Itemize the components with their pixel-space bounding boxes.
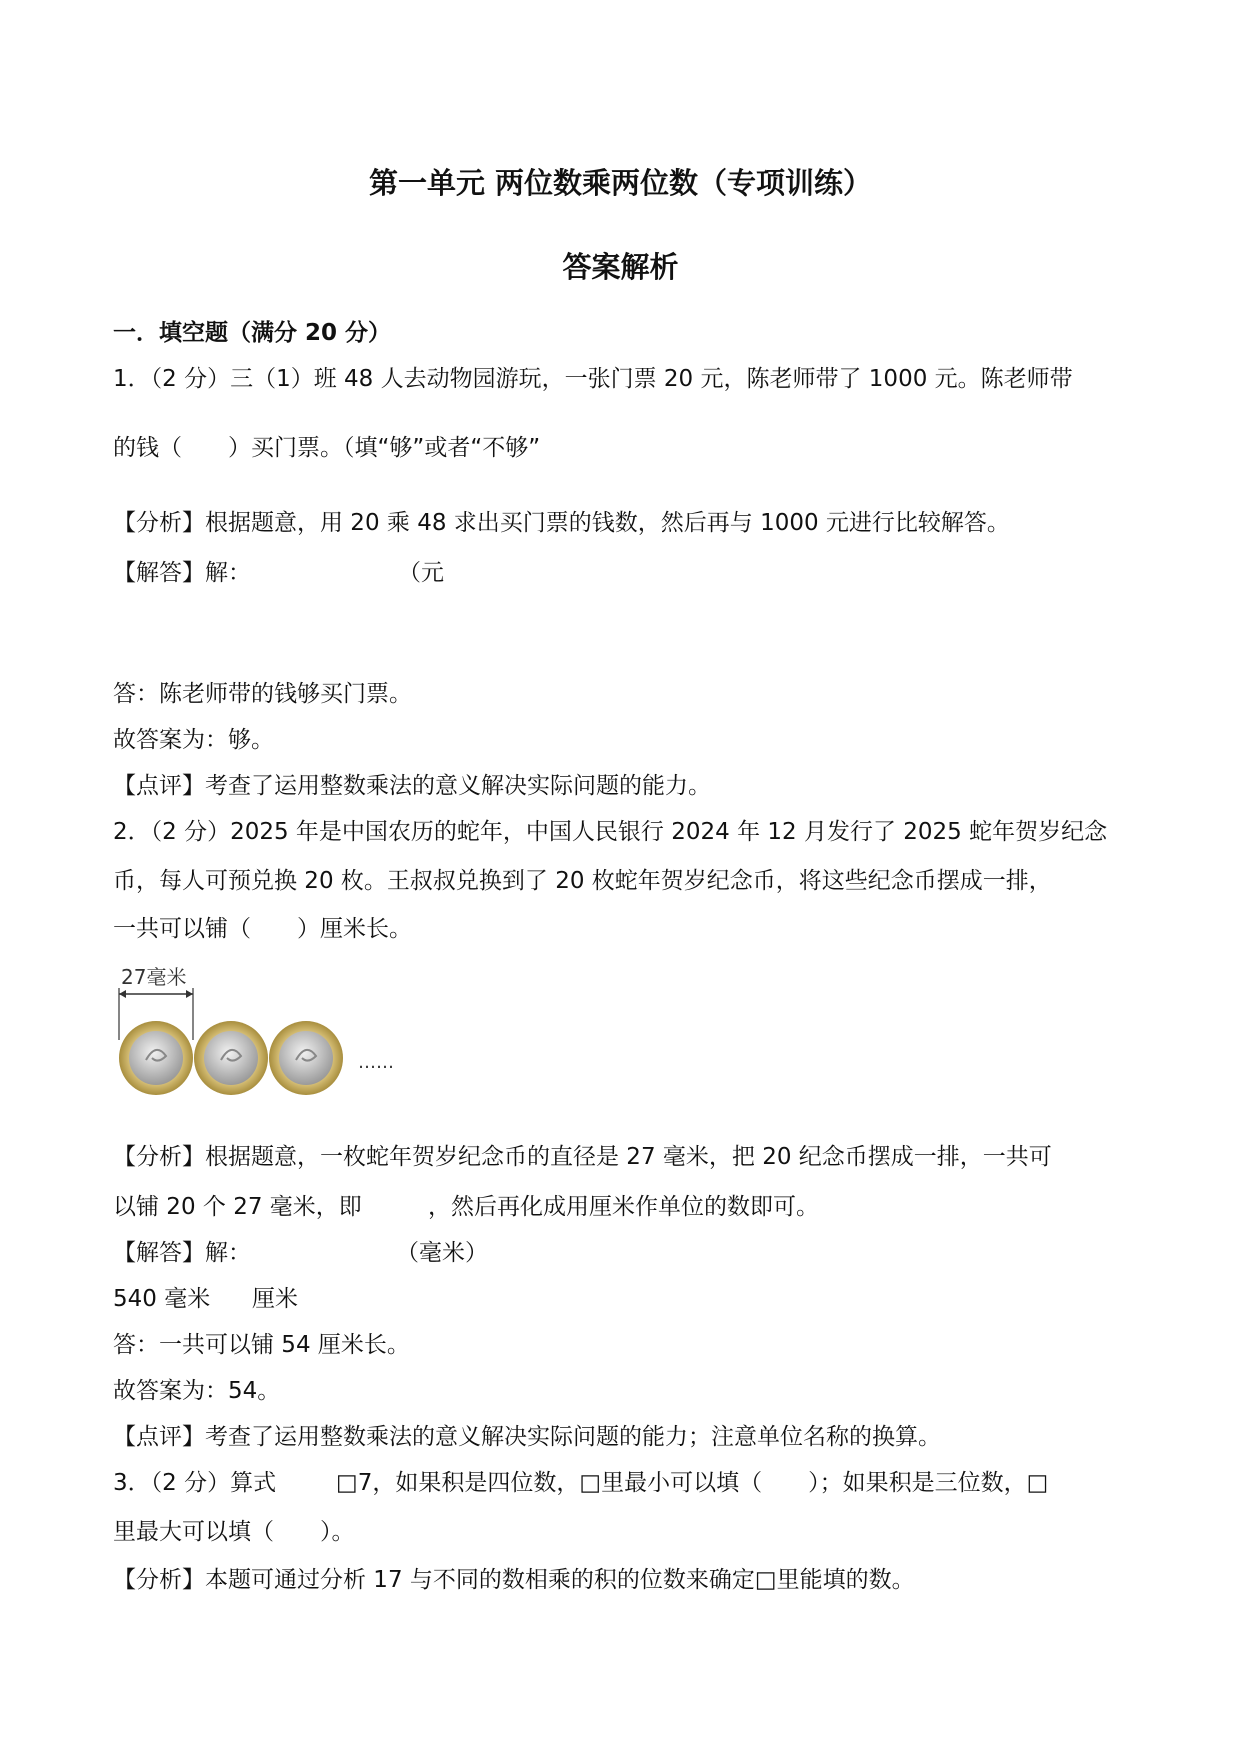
q1-final: 故答案为：够。 <box>113 727 274 753</box>
coin-icon <box>269 1021 343 1095</box>
q3-analysis: 【分析】本题可通过分析 17 与不同的数相乘的积的位数来确定□里能填的数。 <box>113 1567 915 1593</box>
arrow-right-icon <box>186 990 193 998</box>
q1-answer: 答：陈老师带的钱够买门票。 <box>113 681 412 707</box>
q2-conversion-mm: 540 毫米 <box>113 1286 211 1312</box>
q1-stem-line2: 的钱（ ）买门票。（填“够”或者“不够” <box>113 435 541 461</box>
q2-stem-line2: 币，每人可预兑换 20 枚。王叔叔兑换到了 20 枚蛇年贺岁纪念币，将这些纪念币摆成一排， <box>113 868 1052 894</box>
q3-stem-line1a: 3．（2 分）算式 <box>113 1470 277 1496</box>
coin-icon <box>119 1021 193 1095</box>
q3-stem-line1b: □7，如果积是四位数，□里最小可以填（ ）；如果积是三位数，□ <box>336 1470 1049 1496</box>
coin-figure <box>113 960 413 1104</box>
coin-icon <box>194 1021 268 1095</box>
q2-stem-line1: 2．（2 分）2025 年是中国农历的蛇年，中国人民银行 2024 年 12 月发行了 2025 蛇年贺岁纪念 <box>113 819 1108 845</box>
section-heading: 一．填空题（满分 20 分） <box>113 320 392 346</box>
q2-final: 故答案为：54。 <box>113 1378 281 1404</box>
q2-analysis-line2a: 以铺 20 个 27 毫米，即 <box>113 1194 362 1220</box>
q1-comment: 【点评】考查了运用整数乘法的意义解决实际问题的能力。 <box>113 773 711 799</box>
q2-analysis-line2b: ，然后再化成用厘米作单位的数即可。 <box>428 1194 819 1220</box>
q1-stem-line1: 1．（2 分）三（1）班 48 人去动物园游玩，一张门票 20 元，陈老师带了 1000 元。陈老师带 <box>113 366 1073 392</box>
document-subtitle: 答案解析 <box>562 250 679 284</box>
q2-answer: 答：一共可以铺 54 厘米长。 <box>113 1332 410 1358</box>
q1-solution-unit: （元 <box>398 560 444 586</box>
q2-comment: 【点评】考查了运用整数乘法的意义解决实际问题的能力；注意单位名称的换算。 <box>113 1424 941 1450</box>
q1-solution-label: 【解答】解： <box>113 560 251 586</box>
arrow-left-icon <box>119 990 126 998</box>
q2-solution-label: 【解答】解： <box>113 1240 251 1266</box>
document-title: 第一单元 两位数乘两位数（专项训练） <box>368 166 873 200</box>
coin-row-illustration <box>113 960 413 1100</box>
q1-analysis: 【分析】根据题意，用 20 乘 48 求出买门票的钱数，然后再与 1000 元进行比较解答。 <box>113 510 1010 536</box>
q2-stem-line3: 一共可以铺（ ）厘米长。 <box>113 916 412 942</box>
diameter-label: 27毫米 <box>121 965 187 989</box>
q2-analysis-line1: 【分析】根据题意，一枚蛇年贺岁纪念币的直径是 27 毫米，把 20 纪念币摆成一排，一共可 <box>113 1144 1052 1170</box>
q3-stem-line2: 里最大可以填（ ）。 <box>113 1519 355 1545</box>
q2-conversion-cm: 厘米 <box>252 1286 298 1312</box>
q2-solution-unit: （毫米） <box>396 1240 488 1266</box>
ellipsis: …… <box>358 1052 394 1073</box>
